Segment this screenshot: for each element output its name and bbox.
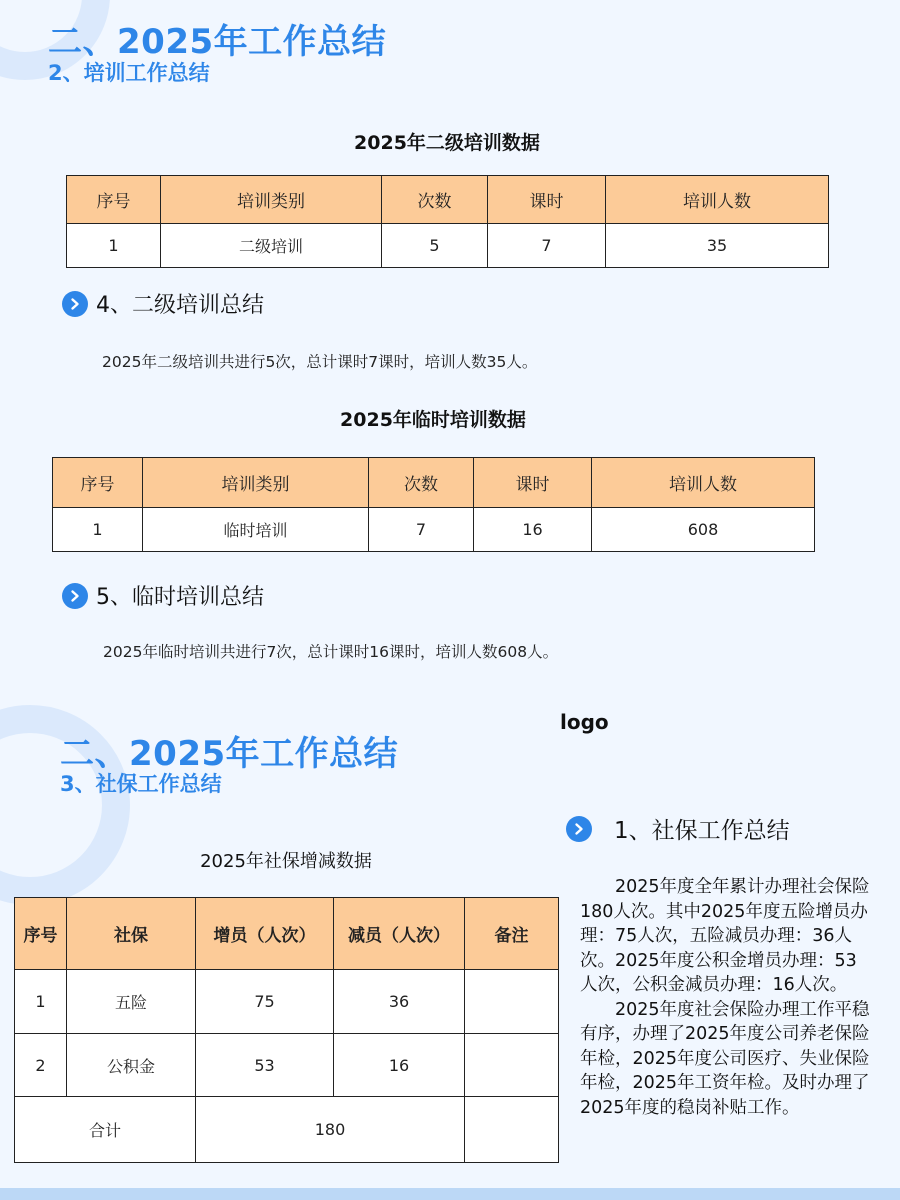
table-row [53, 508, 815, 552]
table-header-row [53, 458, 815, 508]
table-cell: 1 [15, 970, 67, 1034]
chevron-right-circle-icon [62, 291, 88, 317]
header-cell: 增员（人次） [196, 898, 334, 970]
table-cell: 2 [15, 1034, 67, 1097]
table-caption: 2025年二级培训数据 [354, 132, 540, 154]
table-caption: 2025年临时培训数据 [340, 409, 526, 431]
header-cell: 次数 [369, 458, 474, 508]
table-cell: 53 [196, 1034, 334, 1097]
table-cell: 75 [196, 970, 334, 1034]
secondary-training-table [66, 175, 829, 268]
header-cell: 序号 [67, 176, 161, 224]
table-cell: 36 [334, 970, 465, 1034]
table-row [15, 970, 559, 1034]
table-row [67, 224, 829, 268]
table-cell: 1 [67, 224, 161, 268]
social-insurance-table [14, 897, 559, 1163]
chevron-right-circle-icon [566, 816, 592, 842]
summary-heading [62, 580, 264, 611]
header-cell: 次数 [382, 176, 488, 224]
summary-heading-label: 5、临时培训总结 [96, 585, 264, 610]
header-cell: 备注 [465, 898, 559, 970]
header-cell: 序号 [15, 898, 67, 970]
section-subtitle: 3、社保工作总结 [60, 772, 222, 796]
table-cell: 608 [592, 508, 815, 552]
total-value: 180 [196, 1097, 465, 1163]
table-cell: 五险 [67, 970, 196, 1034]
temporary-training-table [52, 457, 815, 552]
summary-paragraph: 2025年度全年累计办理社会保险180人次。其中2025年度五险增员办理：75人次，五险减员办理：36人次。2025年度公积金增员办理：53人次，公积金减员办理：16人次。 [580, 877, 870, 995]
page-title: 二、2025年工作总结 [48, 22, 387, 62]
table-cell: 16 [474, 508, 592, 552]
header-cell: 课时 [488, 176, 606, 224]
table-cell: 公积金 [67, 1034, 196, 1097]
chevron-right-circle-icon [62, 583, 88, 609]
summary-heading-label: 4、二级培训总结 [96, 293, 264, 318]
header-cell: 培训人数 [592, 458, 815, 508]
summary-heading [566, 812, 790, 845]
summary-text: 2025年临时培训共进行7次，总计课时16课时，培训人数608人。 [103, 643, 559, 661]
section-subtitle: 2、培训工作总结 [48, 61, 210, 85]
table-cell [465, 1097, 559, 1163]
header-cell: 序号 [53, 458, 143, 508]
page-title: 二、2025年工作总结 [60, 734, 399, 774]
table-cell: 临时培训 [143, 508, 369, 552]
table-cell: 1 [53, 508, 143, 552]
summary-paragraph: 2025年度社会保险办理工作平稳有序，办理了2025年度公司养老保险年检，2025年度公司医疗、失业保险年检，2025年工资年检。及时办理了2025年度的稳岗补贴工作。 [580, 999, 870, 1118]
table-cell [465, 1034, 559, 1097]
header-cell: 课时 [474, 458, 592, 508]
header-cell: 培训类别 [161, 176, 382, 224]
table-cell: 5 [382, 224, 488, 268]
summary-heading [62, 288, 264, 319]
summary-text: 2025年二级培训共进行5次，总计课时7课时，培训人数35人。 [102, 353, 538, 371]
header-cell: 减员（人次） [334, 898, 465, 970]
table-header-row [67, 176, 829, 224]
table-cell: 16 [334, 1034, 465, 1097]
header-cell: 培训类别 [143, 458, 369, 508]
table-cell: 二级培训 [161, 224, 382, 268]
summary-body [580, 875, 872, 1120]
table-header-row [15, 898, 559, 970]
table-total-row [15, 1097, 559, 1163]
table-cell [465, 970, 559, 1034]
total-label: 合计 [15, 1097, 196, 1163]
bottom-bar [0, 1188, 900, 1200]
summary-heading-label: 1、社保工作总结 [614, 818, 790, 844]
header-cell: 社保 [67, 898, 196, 970]
header-cell: 培训人数 [606, 176, 829, 224]
logo: logo [560, 710, 609, 734]
table-cell: 35 [606, 224, 829, 268]
table-caption: 2025年社保增减数据 [200, 851, 372, 872]
table-row [15, 1034, 559, 1097]
table-cell: 7 [488, 224, 606, 268]
table-cell: 7 [369, 508, 474, 552]
